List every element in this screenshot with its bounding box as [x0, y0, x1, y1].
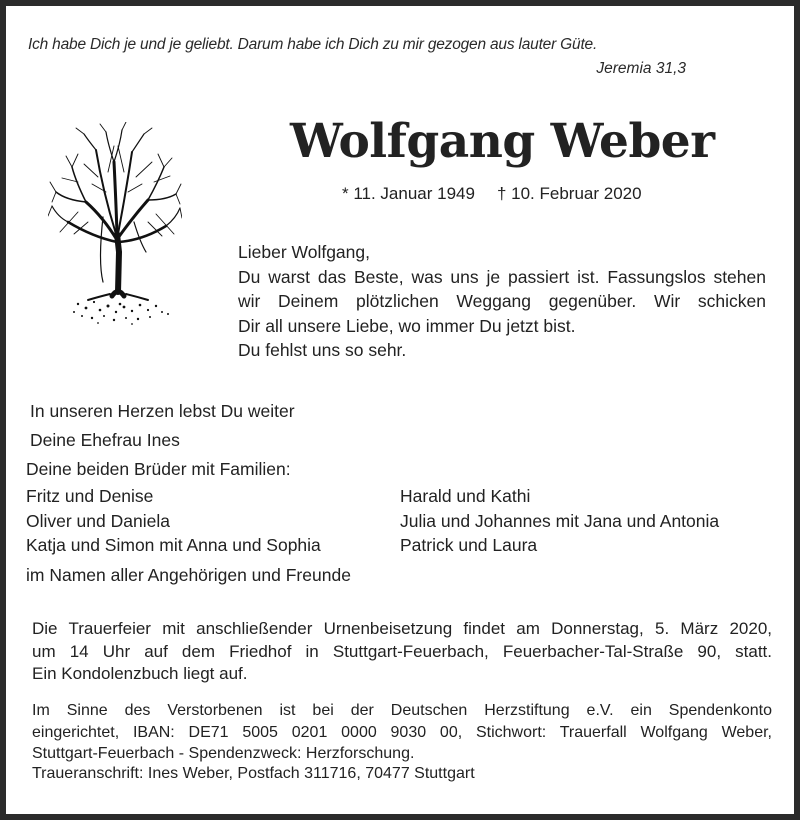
- family-list-left: [26, 484, 321, 558]
- letter-line: Du warst das Beste, was uns je passiert ist. Fassungslos stehen: [238, 266, 766, 287]
- family-entry: Harald und Kathi: [400, 486, 531, 506]
- personal-letter: [238, 240, 766, 363]
- spouse-line: Deine Ehefrau Ines: [30, 430, 180, 450]
- ceremony-line: Ein Kondolenzbuch liegt auf.: [32, 664, 248, 683]
- family-entry: Patrick und Laura: [400, 535, 538, 555]
- deceased-name: Wolfgang Weber: [290, 114, 715, 169]
- birth-date: * 11. Januar 1949: [342, 184, 475, 203]
- tree-icon: [48, 122, 182, 332]
- donation-line: Im Sinne des Verstorbenen ist bei der Deutschen Herzstiftung e.V. ein Spendenkonto: [32, 702, 772, 719]
- donation-line: Stuttgart-Feuerbach - Spendenzweck: Herzforschung.: [32, 745, 415, 762]
- family-entry: Julia und Johannes mit Jana und Antonia: [400, 510, 720, 531]
- mourning-address: Traueranschrift: Ines Weber, Postfach 311716, 70477 Stuttgart: [32, 765, 475, 782]
- family-list-right: [400, 484, 719, 558]
- letter-line: wir Deinem plötzlichen Weggang gegenüber. Wir schicken: [238, 291, 766, 312]
- death-date: † 10. Februar 2020: [496, 184, 642, 203]
- donation-line: eingerichtet, IBAN: DE71 5005 0201 0000 9030 00, Stichwort: Trauerfall Wolfgang Weber,: [32, 723, 772, 741]
- ceremony-line: Die Trauerfeier mit anschließender Urnenbeisetzung findet am Donnerstag, 5. März 2020,: [32, 619, 772, 638]
- obituary-card: [6, 6, 794, 814]
- bible-verse: Ich habe Dich je und je geliebt. Darum habe ich Dich zu mir gezogen aus lauter Güte.: [28, 36, 598, 53]
- brothers-heading: Deine beiden Brüder mit Familien:: [26, 459, 291, 479]
- family-entry: Fritz und Denise: [26, 486, 154, 506]
- family-entry: Katja und Simon mit Anna und Sophia: [26, 535, 321, 555]
- letter-line: Dir all unsere Liebe, wo immer Du jetzt bist.: [238, 315, 576, 336]
- ceremony-info: [32, 618, 772, 686]
- letter-line: Lieber Wolfgang,: [238, 242, 370, 262]
- mourners-intro: In unseren Herzen lebst Du weiter: [30, 401, 295, 421]
- family-entry: Oliver und Daniela: [26, 510, 170, 531]
- verse-reference: Jeremia 31,3: [596, 60, 686, 77]
- letter-line: Du fehlst uns so sehr.: [238, 340, 407, 361]
- mourners-closing: im Namen aller Angehörigen und Freunde: [26, 565, 351, 585]
- ceremony-line: um 14 Uhr auf dem Friedhof in Stuttgart-Feuerbach, Feuerbacher-Tal-Straße 90, statt.: [32, 641, 772, 661]
- life-dates: [342, 184, 642, 204]
- donation-info: [32, 700, 772, 765]
